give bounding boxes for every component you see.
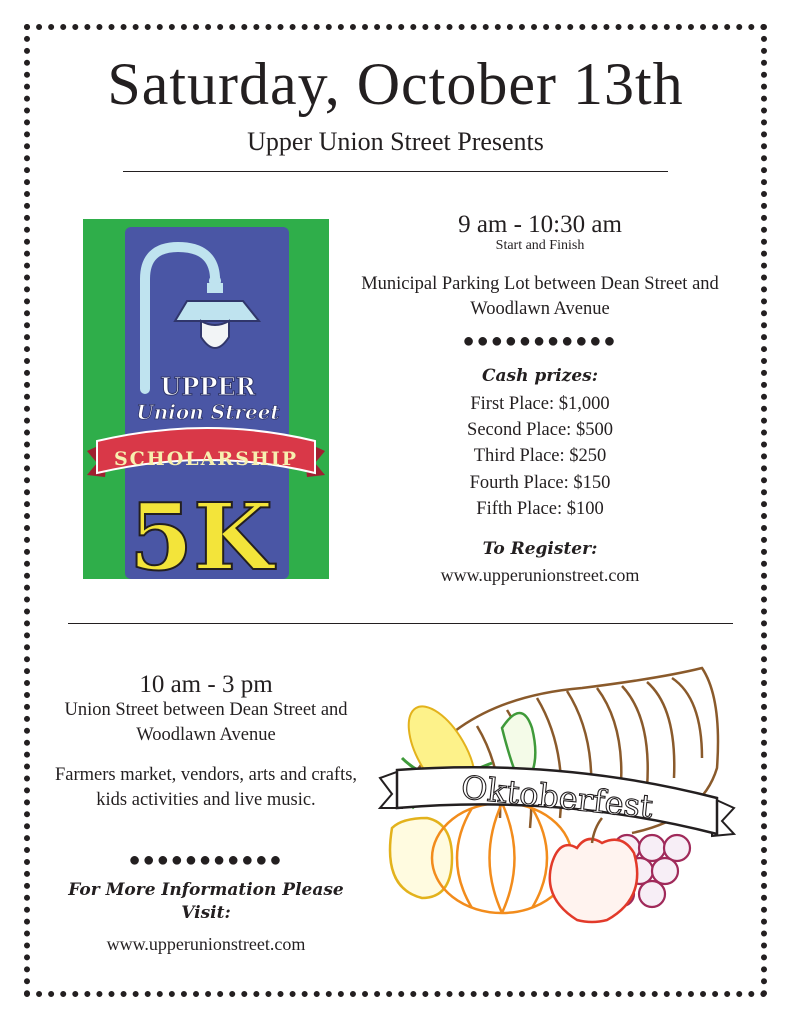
prize-item: Fifth Place: $100 (476, 498, 604, 519)
logo-scholarship-text: SCHOLARSHIP (113, 448, 299, 470)
logo-union-street-text: Union Street (136, 400, 280, 424)
race-time: 9 am - 10:30 am (458, 211, 622, 238)
register-heading: To Register: (482, 539, 598, 559)
prize-item: Second Place: $500 (467, 420, 613, 441)
prizes-heading: Cash prizes: (481, 366, 598, 386)
dotted-separator: ●●●●●●●●●●● (462, 330, 618, 352)
dotted-separator: ●●●●●●●●●●● (128, 849, 284, 871)
info-url: www.upperunionstreet.com (106, 934, 306, 954)
oktoberfest-cornucopia-illustration (372, 658, 742, 928)
middle-divider (68, 623, 733, 624)
festival-time: 10 am - 3 pm (139, 671, 273, 698)
prize-list (350, 391, 730, 522)
register-url: www.upperunionstreet.com (440, 565, 640, 585)
scholarship-5k-logo (83, 219, 329, 579)
presenter-subtitle: Upper Union Street Presents (247, 127, 544, 156)
festival-description: Farmers market, vendors, arts and crafts, kids activities and live music. (54, 765, 358, 810)
logo-upper-text: UPPER (160, 372, 256, 401)
race-location: Municipal Parking Lot between Dean Street and Woodlawn Avenue (361, 274, 719, 319)
logo-5k-text: 5K (129, 483, 273, 579)
top-divider (123, 171, 668, 172)
race-time-note: Start and Finish (495, 238, 585, 253)
festival-location: Union Street between Dean Street and Woodlawn Avenue (64, 700, 348, 745)
info-heading: For More Information Please Visit: (68, 880, 344, 923)
event-date-title: Saturday, October 13th (107, 51, 684, 117)
prize-item: Third Place: $250 (473, 446, 607, 467)
oktoberfest-banner-text: Oktoberfest (459, 768, 655, 826)
prize-item: Fourth Place: $150 (469, 472, 611, 493)
prize-item: First Place: $1,000 (470, 394, 610, 414)
